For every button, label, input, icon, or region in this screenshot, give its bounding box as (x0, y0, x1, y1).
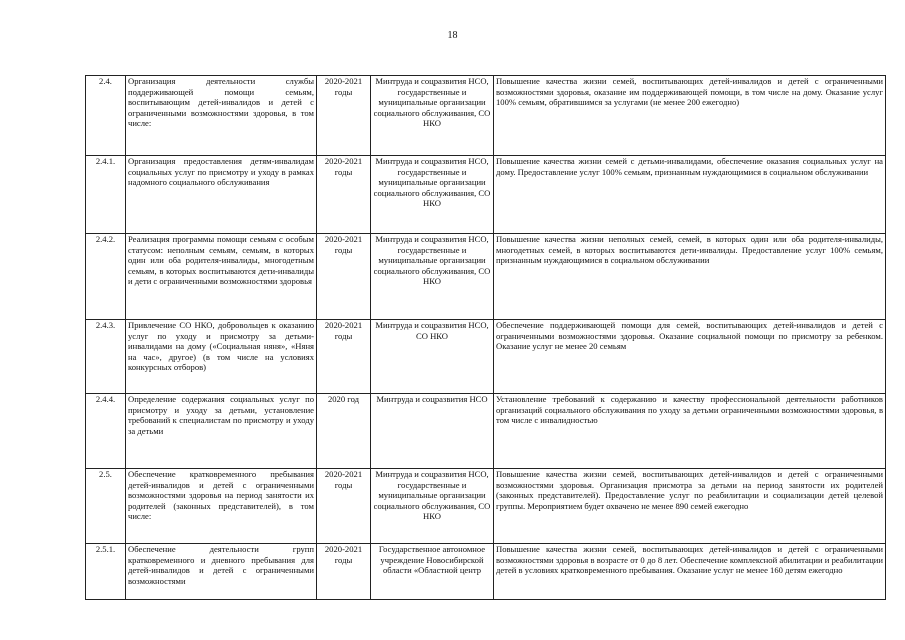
item-number: 2.4.1. (86, 156, 126, 234)
period-cell: 2020-2021 годы (317, 544, 371, 600)
executor-cell: Минтруда и соцразвития НСО, государственные и муниципальные организации социального обслуживания, СО НКО (371, 234, 494, 320)
table-row (86, 469, 886, 544)
result-cell: Повышение качества жизни семей, воспитывающих детей-инвалидов и детей с ограниченными возможностями здоровья, оказание им поддерживающей помощи, в том числе на дому. Оказание услуг 100% семьям, обратившимся за услугами (не менее 200 ежегодно) (494, 76, 886, 156)
result-cell: Повышение качества жизни неполных семей, семей, в которых один или оба родителя-инвалиды, многодетных семей, в которых воспитываются дети-инвалиды. Предоставление услуг 100% семьям, признанным нуждающимися в социальном обслуживании (494, 234, 886, 320)
table-row (86, 156, 886, 234)
activity-cell: Обеспечение деятельности групп кратковременного и дневного пребывания для детей-инвалидов и детей с ограниченными возможностями (126, 544, 317, 600)
table-row (86, 234, 886, 320)
result-cell: Повышение качества жизни семей, воспитывающих детей-инвалидов и детей с ограниченными возможностями здоровья в возрасте от 0 до 8 лет. Обеспечение комплексной абилитации и реабилитации детей в условиях кратковременного пребывания. Оказание услуг не менее 160 детям ежегодно (494, 544, 886, 600)
period-cell: 2020-2021 годы (317, 76, 371, 156)
activity-cell: Привлечение СО НКО, добровольцев к оказанию услуг по уходу и присмотру за детьми-инвалидами на дому («Социальная няня», «Няня на час», другое) (в том числе на условиях конкурсных отборов) (126, 320, 317, 394)
executor-cell: Минтруда и соцразвития НСО, государственные и муниципальные организации социального обслуживания, СО НКО (371, 156, 494, 234)
table-row (86, 544, 886, 600)
executor-cell: Минтруда и соцразвития НСО, государственные и муниципальные организации социального обслуживания, СО НКО (371, 469, 494, 544)
item-number: 2.4.2. (86, 234, 126, 320)
executor-cell: Минтруда и соцразвития НСО, государственные и муниципальные организации социального обслуживания, СО НКО (371, 76, 494, 156)
table-row (86, 320, 886, 394)
activity-cell: Определение содержания социальных услуг по присмотру и уходу за детьми, установление требований к специалистам по присмотру и уходу за детьми (126, 394, 317, 469)
activity-cell: Реализация программы помощи семьям с особым статусом: неполным семьям, семьям, в которых один или оба родителя-инвалиды, многодетным семьям, в которых воспитываются дети-инвалиды и дети с ограниченными возможностями здоровья (126, 234, 317, 320)
table-row (86, 76, 886, 156)
result-cell: Установление требований к содержанию и качеству профессиональной деятельности работников организаций социального обслуживания по уходу за детьми ограниченными возможностями здоровья, в том числе с инвалидностью (494, 394, 886, 469)
table-row (86, 394, 886, 469)
period-cell: 2020-2021 годы (317, 320, 371, 394)
period-cell: 2020-2021 годы (317, 469, 371, 544)
measures-table (85, 75, 886, 600)
activity-cell: Организация предоставления детям-инвалидам социальных услуг по присмотру и уходу в рамках надомного социального обслуживания (126, 156, 317, 234)
item-number: 2.4.3. (86, 320, 126, 394)
activity-cell: Обеспечение кратковременного пребывания детей-инвалидов и детей с ограниченными возможностями здоровья на период занятости их родителей (законных представителей), в том числе: (126, 469, 317, 544)
executor-cell: Государственное автономное учреждение Новосибирской области «Областной центр (371, 544, 494, 600)
period-cell: 2020 год (317, 394, 371, 469)
activity-cell: Организация деятельности службы поддерживающей помощи семьям, воспитывающим детей-инвалидов и детей с ограниченными возможностями здоровья, в том числе: (126, 76, 317, 156)
executor-cell: Минтруда и соцразвития НСО (371, 394, 494, 469)
page-number: 18 (447, 30, 458, 41)
result-cell: Повышение качества жизни семей с детьми-инвалидами, обеспечение оказания социальных услуг на дому. Предоставление услуг 100% семьям, признанным нуждающимися в социальном обслуживании (494, 156, 886, 234)
period-cell: 2020-2021 годы (317, 234, 371, 320)
item-number: 2.5.1. (86, 544, 126, 600)
result-cell: Повышение качества жизни семей, воспитывающих детей-инвалидов и детей с ограниченными возможностями здоровья. Организация присмотра за детьми на период занятости их родителей (законных представителей). Предоставление услуг по реабилитации и социализации детей целевой группы. Мероприятием будет охвачено не менее 890 семей ежегодно (494, 469, 886, 544)
item-number: 2.4. (86, 76, 126, 156)
item-number: 2.5. (86, 469, 126, 544)
executor-cell: Минтруда и соцразвития НСО, СО НКО (371, 320, 494, 394)
result-cell: Обеспечение поддерживающей помощи для семей, воспитывающих детей-инвалидов и детей с ограниченными возможностями здоровья. Оказание социальной помощи по присмотру за ребенком. Оказание услуг не менее 20 семьям (494, 320, 886, 394)
period-cell: 2020-2021 годы (317, 156, 371, 234)
item-number: 2.4.4. (86, 394, 126, 469)
